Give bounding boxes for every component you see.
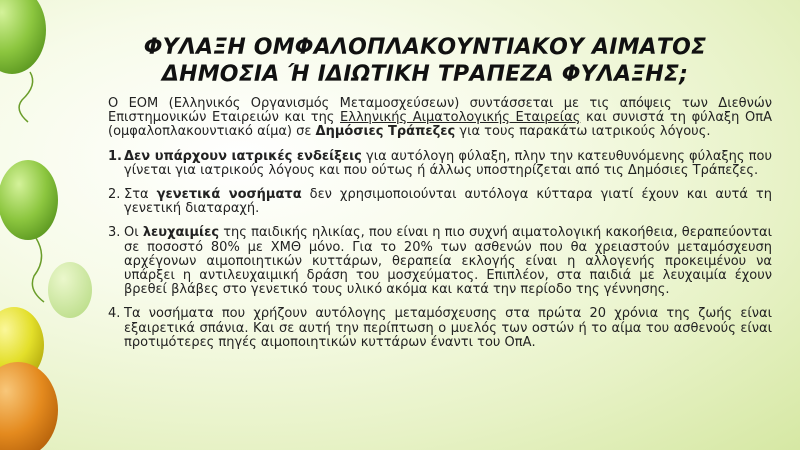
intro-text-1: Ο ΕΟΜ (Ελληνικός Οργανισμός Μεταμοσχεύσεων) συντάσσεται με τις απόψεις των Διεθνών Επιστημονικών Εταιρειών και της (108, 96, 772, 126)
orange-balloon (0, 362, 58, 450)
item-text: δεν χρησιμοποιούνται αυτόλογα κύτταρα γιατί έχουν και αυτά τη γενετική διαταραχή. (124, 187, 772, 217)
list-item (108, 150, 772, 178)
item-text: Τα νοσήματα που χρήζουν αυτόλογης μεταμόσχευσης στα πρώτα 20 χρόνια της ζωής είναι εξαιρετικά σπάνια. Και σε αυτή την περίπτωση ο μυελός των οστών ή το αίμα του ασθενούς είναι προτιμότερες πηγές αιμοποιητικών κυττάρων έναντι του ΟπΑ. (124, 306, 772, 350)
list-number: 2. (108, 187, 121, 203)
intro-text-2: και συνιστά τη φύλαξη ΟπΑ (ομφαλοπλακουντιακό αίμα) σε (108, 110, 772, 140)
intro-paragraph (108, 97, 772, 140)
item-emphasis: Δεν υπάρχουν ιατρικές ενδείξεις (124, 148, 362, 164)
item-prefix: Οι (124, 225, 143, 241)
balloon-decoration (0, 0, 110, 450)
title-line-2: ΔΗΜΟΣΙΑ Ή ΙΔΙΩΤΙΚΗ ΤΡΑΠΕΖΑ ΦΥΛΑΞΗΣ; (161, 62, 689, 87)
item-text: της παιδικής ηλικίας, που είναι η πιο συχνή αιματολογική κακοήθεια, θεραπεύονται σε ποσοστό 80% με ΧΜΘ μόνο. Για το 20% των ασθενών που θα χρειαστούν μεταμόσχευση αρχέγονων αιμοποιητικών κυττάρων, θεραπεία εκλογής είναι η αλλογενής προκειμένου να υπάρξει η αντιλευχαιμική δράση του μοσχεύματος. Επιπλέον, στα παιδιά με λευχαιμία έχουν βρεθεί βλάβες στο γενετικό τους υλικό ακόμα και κατά την περίοδο της γέννησης. (124, 225, 772, 298)
list-number: 4. (108, 306, 121, 322)
item-text: για αυτόλογη φύλαξη, πλην την κατευθυνόμενης φύλαξης που γίνεται για ιατρικούς λόγους και που ούτως ή άλλως υποστηρίζεται από τις Δημόσιες Τράπεζες. (124, 148, 772, 178)
slide-body (108, 97, 772, 360)
item-emphasis: γενετικά νοσήματα (156, 187, 302, 203)
reasons-list (108, 150, 772, 350)
light-green-balloon (48, 262, 92, 318)
list-item (108, 307, 772, 350)
title-line-1: ΦΥΛΑΞΗ ΟΜΦΑΛΟΠΛΑΚΟΥΝΤΙΑΚΟΥ ΑΙΜΑΤΟΣ (143, 35, 707, 60)
intro-text-3: για τους παρακάτω ιατρικούς λόγους. (455, 124, 711, 140)
item-emphasis: λευχαιμίες (142, 225, 220, 241)
hematology-society-link: Ελληνικής Αιματολογικής Εταιρείας (340, 110, 581, 126)
list-item (108, 188, 772, 216)
green-balloon-top (0, 0, 46, 122)
list-number: 3. (108, 225, 121, 241)
list-number: 1. (108, 148, 122, 164)
public-banks-emphasis: Δημόσιες Τράπεζες (315, 124, 456, 140)
list-item (108, 226, 772, 297)
slide-title (95, 34, 755, 88)
item-prefix: Στα (124, 187, 157, 203)
